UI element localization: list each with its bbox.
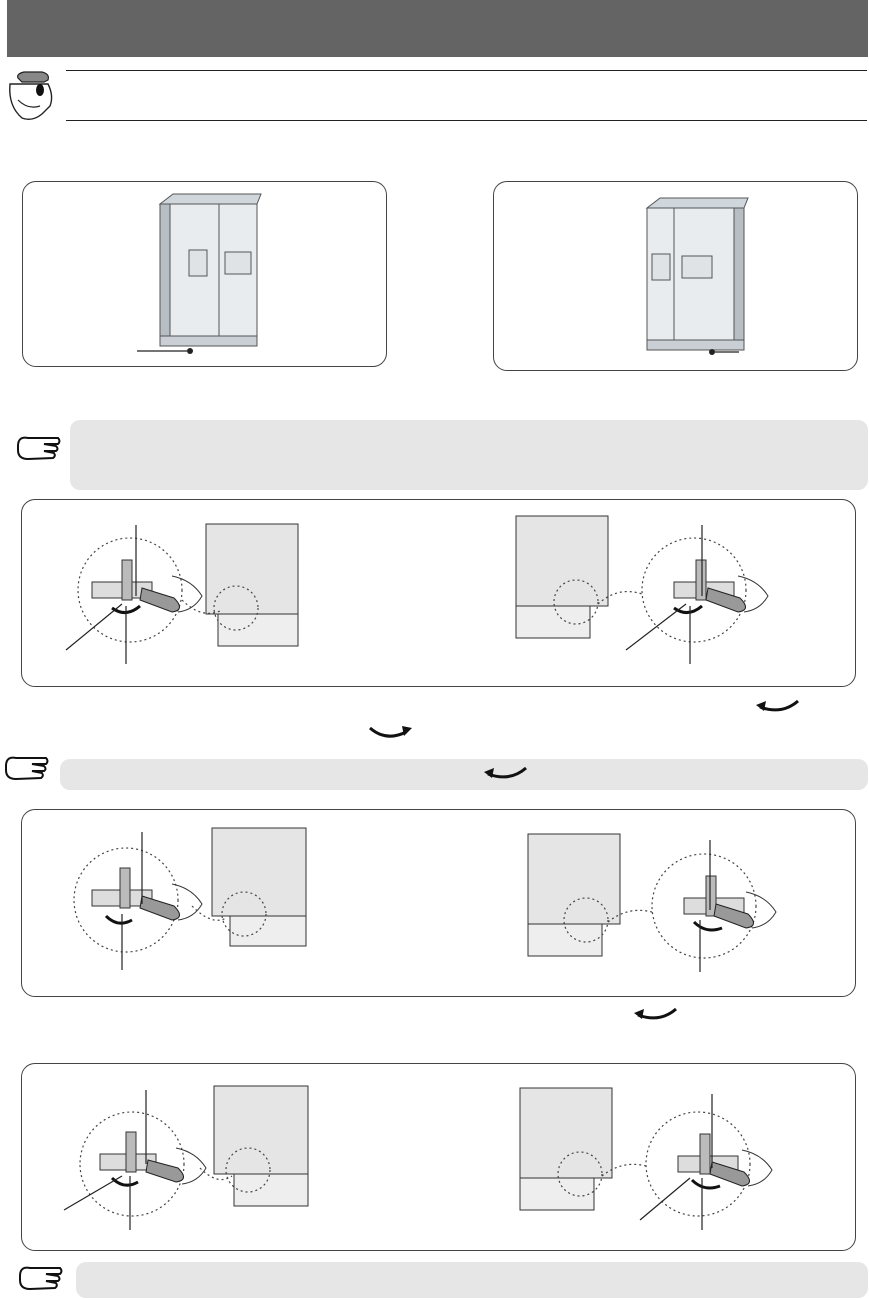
- refrigerator-panel-right: [493, 181, 858, 371]
- curved-arrow-icon: [632, 1005, 680, 1025]
- cartoon-face-icon: [4, 66, 62, 126]
- pointing-hand-icon: [2, 752, 52, 784]
- hinge-adjust-panel-2: [21, 809, 856, 997]
- curved-arrow-icon: [482, 764, 530, 784]
- refrigerator-panel-left: [22, 181, 387, 367]
- hinge-illustration-2: [22, 810, 857, 998]
- note-box-2: [60, 759, 868, 790]
- refrigerator-illustration-right: [494, 182, 859, 372]
- pointing-hand-icon: [16, 1262, 66, 1294]
- hinge-adjust-panel-3: [21, 1063, 856, 1251]
- hinge-illustration-3: [22, 1064, 857, 1252]
- refrigerator-illustration-left: [23, 182, 388, 368]
- note-box-3: [76, 1262, 868, 1298]
- pointing-hand-icon: [14, 432, 62, 464]
- page-header-bar: [7, 0, 868, 57]
- section-rule-top: [66, 70, 867, 71]
- curved-arrow-icon: [366, 722, 414, 742]
- hinge-illustration-1: [22, 500, 857, 688]
- note-box-1: [70, 420, 868, 490]
- curved-arrow-icon: [754, 697, 802, 717]
- section-rule-bottom: [66, 120, 867, 121]
- hinge-adjust-panel-1: [21, 499, 856, 687]
